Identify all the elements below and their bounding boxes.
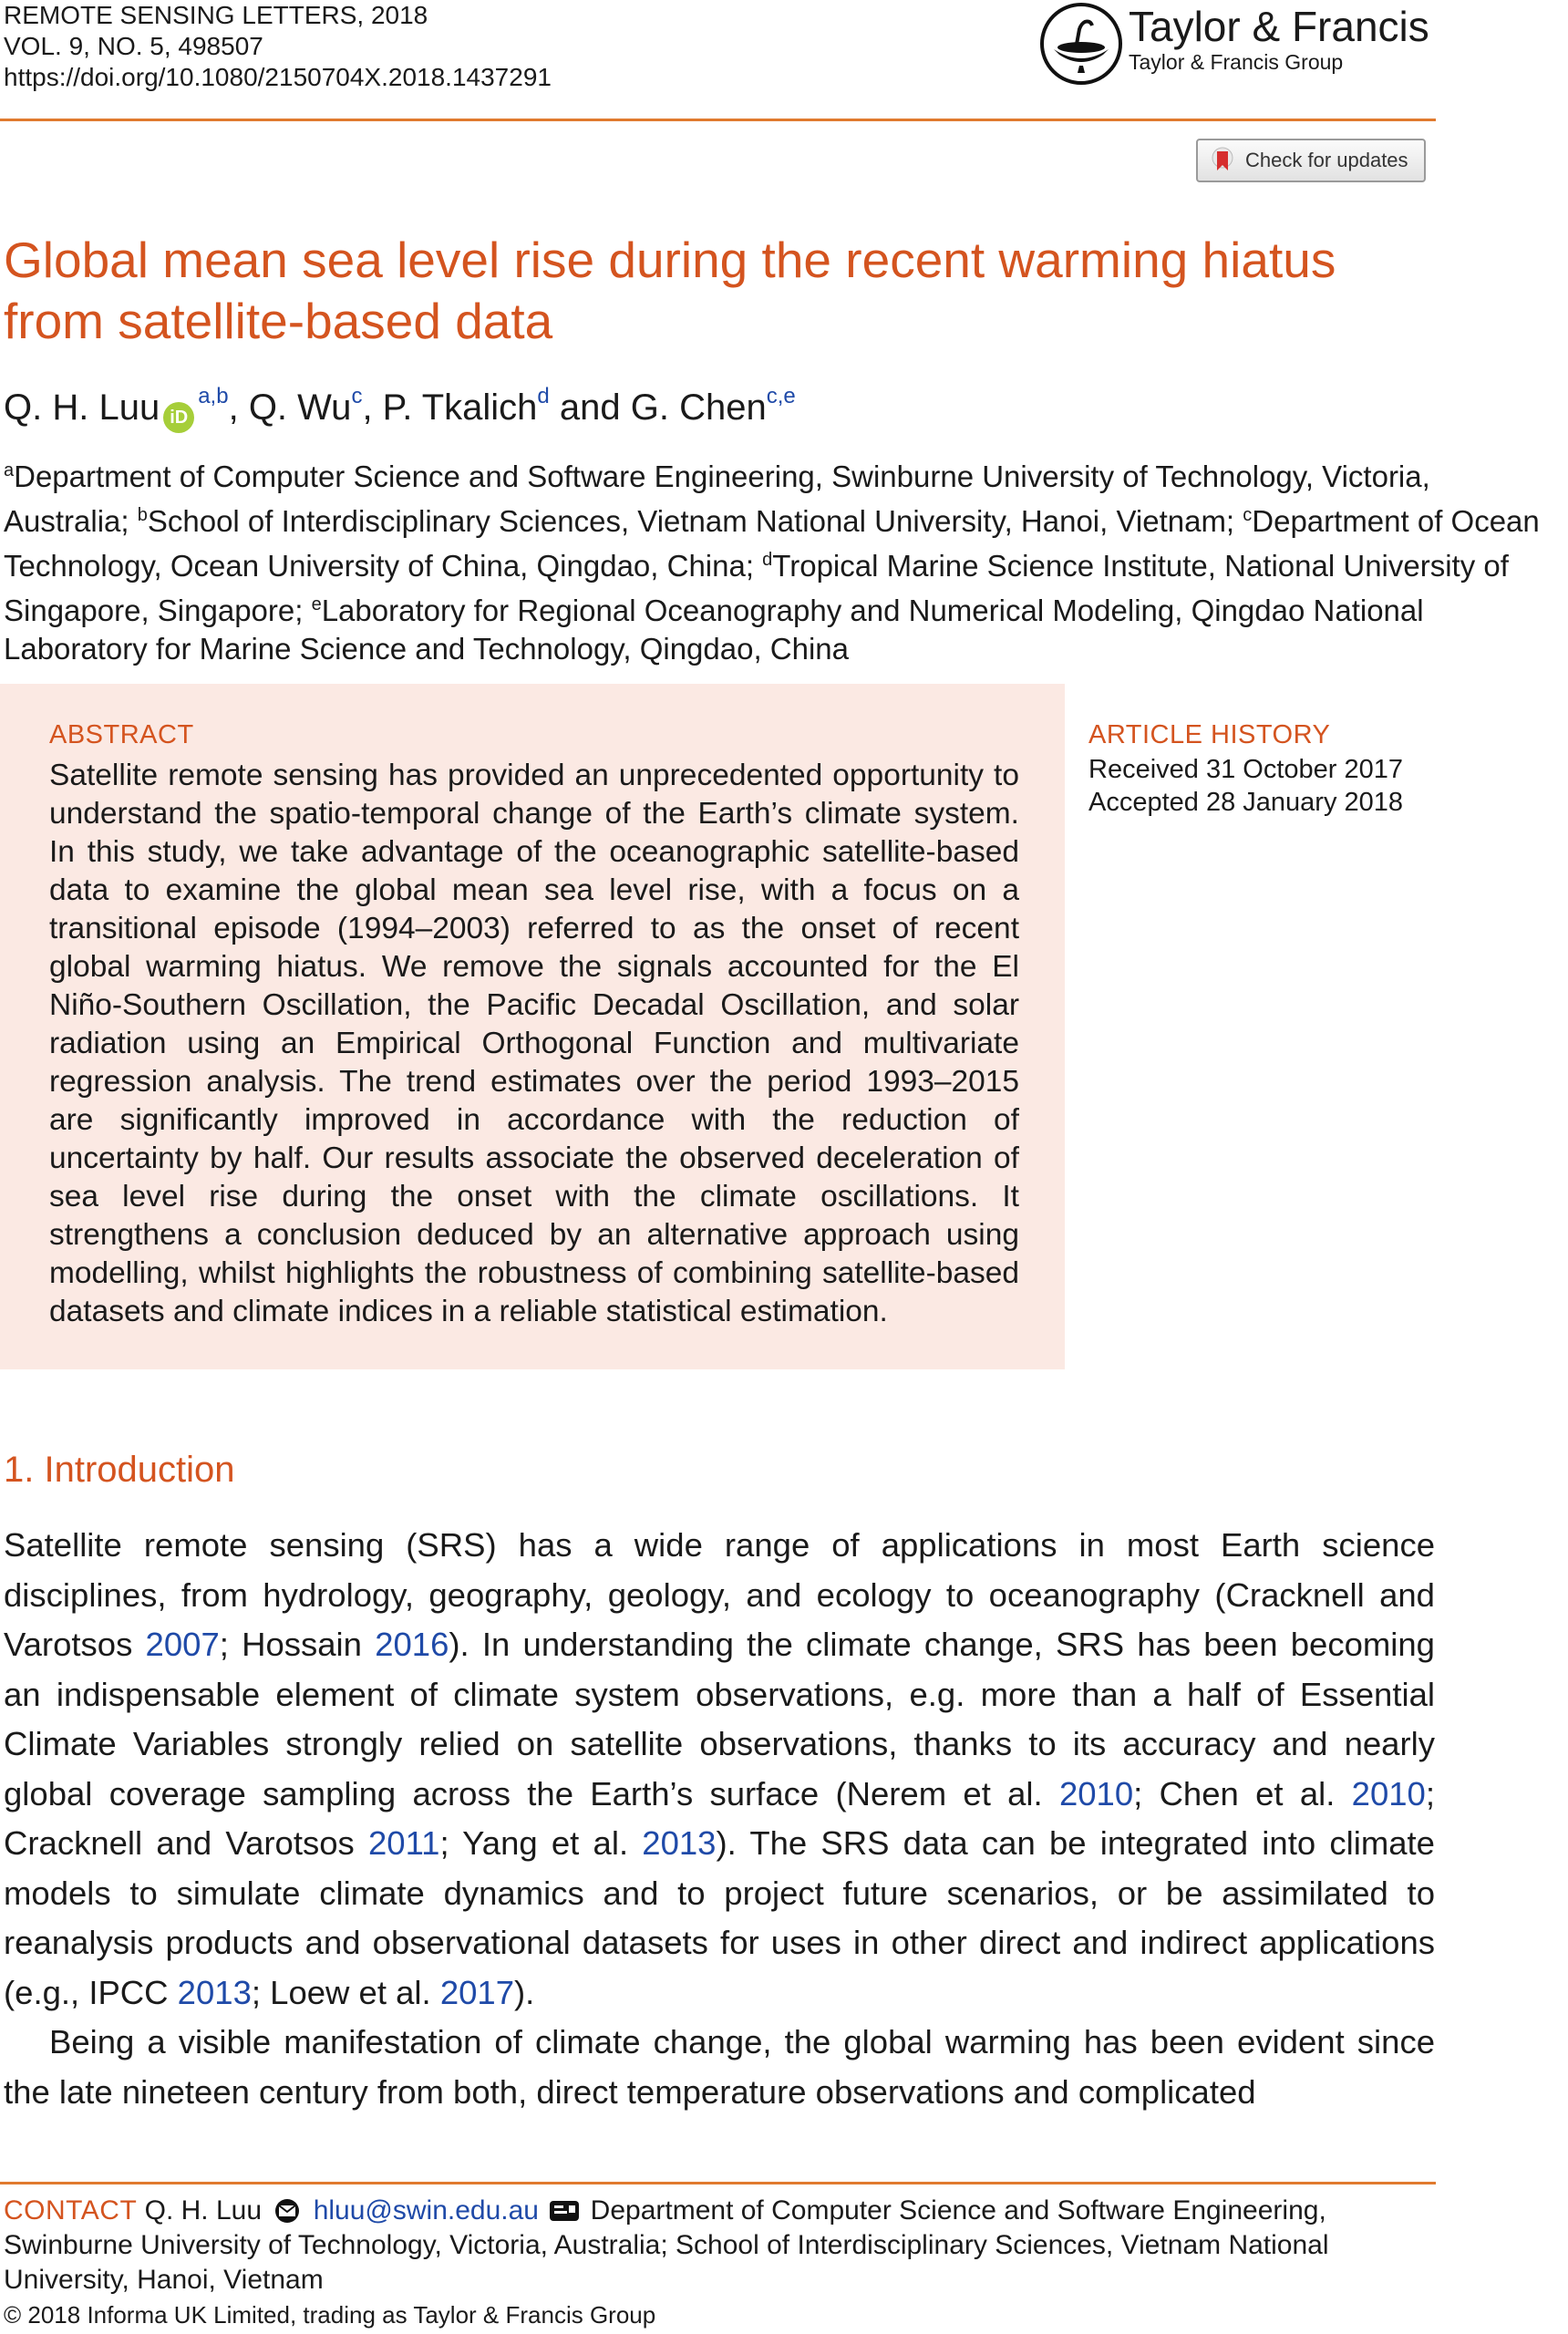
reference-link[interactable]: 2017: [439, 1973, 515, 2011]
publisher-group: Taylor & Francis Group: [1129, 50, 1344, 74]
reference-link[interactable]: 2016: [375, 1626, 449, 1663]
affiliation-text: Department of Computer Science and Software Engineering, Swinburne University of Technology, Victoria, Australia;: [4, 460, 1430, 538]
author-separator: and: [549, 387, 631, 428]
text-run: ; Loew et al.: [251, 1973, 440, 2011]
text-run: Being a visible manifestation of climate change, the global warming has been evident since the late nineteen century from both, direct temperature observations and complicated: [4, 2023, 1435, 2111]
accepted-date: Accepted 28 January 2018: [1088, 788, 1404, 817]
text-run: ; Hossain: [219, 1626, 376, 1663]
article-title: Global mean sea level rise during the recent warming hiatus from satellite-based data: [4, 232, 1336, 349]
text-run: ; Chen et al.: [1133, 1774, 1352, 1812]
reference-link[interactable]: 2011: [367, 1824, 440, 1862]
author-name: G. Chen: [630, 387, 767, 428]
received-date: Received 31 October 2017: [1088, 755, 1403, 784]
text-run: ; Yang et al.: [439, 1824, 643, 1862]
introduction-text: [4, 1521, 1435, 2117]
author-affiliation-marker[interactable]: c,e: [766, 384, 796, 408]
header-rule: [0, 119, 1436, 121]
affiliation-text: Laboratory for Regional Oceanography and Numerical Modeling, Qingdao National Laboratory for Marine Science and Technology, Qingdao, China: [4, 594, 1424, 666]
affiliation-text: Tropical Marine Science Institute, National University of Singapore, Singapore;: [4, 549, 1509, 627]
reference-link[interactable]: 2013: [642, 1824, 717, 1862]
reference-link[interactable]: 2010: [1351, 1774, 1426, 1812]
section-heading-introduction: 1. Introduction: [4, 1450, 235, 1490]
author-separator: ,: [362, 387, 383, 428]
text-run: ).: [514, 1973, 535, 2011]
paragraph: [4, 2018, 1435, 2117]
author-affiliation-marker[interactable]: d: [537, 384, 550, 408]
check-for-updates-label: Check for updates: [1245, 149, 1408, 171]
check-for-updates-button[interactable]: [1196, 139, 1426, 182]
copyright-notice: © 2018 Informa UK Limited, trading as Taylor & Francis Group: [4, 2301, 656, 2329]
journal-name-year: REMOTE SENSING LETTERS, 2018: [4, 1, 428, 29]
contact-info: [4, 2194, 1439, 2298]
postal-address-icon: [548, 2198, 581, 2224]
affiliation-marker: b: [137, 505, 148, 525]
publisher-brand: [1039, 2, 1429, 84]
text-run: ; Cracknell and Varotsos: [4, 1774, 1436, 1862]
author-separator: ,: [228, 387, 249, 428]
author-affiliation-marker[interactable]: c: [351, 384, 363, 408]
affiliation-text: School of Interdisciplinary Sciences, Vietnam National University, Hanoi, Vietnam;: [147, 504, 1243, 538]
affiliation-marker: d: [762, 550, 773, 570]
abstract-heading: ABSTRACT: [49, 720, 194, 749]
envelope-icon: [271, 2198, 304, 2224]
affiliation-marker: a: [4, 460, 15, 480]
journal-volume: VOL. 9, NO. 5, 498507: [4, 32, 263, 60]
abstract-text: Satellite remote sensing has provided an unprecedented opportunity to understand the spatio-temporal change of the Earth’s climate system. In this study, we take advantage of the oceanographic satellite-based data to examine the global mean sea level rise, with a focus on a transitional episode (1994–2003) referred to as the onset of recent global warming hiatus. We remove the signals accounted for the El Niño-Southern Oscillation, the Pacific Decadal Oscillation, and solar radiation using an Empirical Orthogonal Function and multivariate regression analysis. The trend estimates over the period 1993–2015 are significantly improved in accordance with the reduction of uncertainty by half. Our results associate the observed deceleration of sea level rise during the onset with the climate oscillations. It strengthens a conclusion deduced by an alternative approach using modelling, whilst highlights the robustness of combining satellite-based datasets and climate indices in a reliable statistical estimation.: [49, 759, 1019, 1328]
paragraph: [4, 1521, 1435, 2018]
affiliations: [4, 451, 1553, 668]
reference-link[interactable]: 2010: [1058, 1774, 1134, 1812]
affiliation-marker: e: [311, 594, 322, 614]
lamp-logo-icon: [1039, 2, 1123, 86]
text-run: Satellite remote sensing (SRS) has a wide range of applications in most Earth science disciplines, from hydrology, geography, geology, and ecology to oceanography (Cracknell and Varotsos: [4, 1526, 1435, 1663]
affiliation-text: Department of Ocean Technology, Ocean University of China, Qingdao, China;: [4, 504, 1540, 583]
reference-link[interactable]: 2013: [177, 1973, 252, 2011]
author-name: Q. H. Luu: [4, 387, 160, 428]
contact-address: Department of Computer Science and Software Engineering, Swinburne University of Technology, Victoria, Australia; School of Interdisciplinary Sciences, Vietnam National University, Hanoi, Vietnam: [4, 2195, 1329, 2295]
author-affiliation-marker[interactable]: a,b: [198, 384, 229, 408]
footer-rule: [0, 2182, 1436, 2184]
publisher-name: Taylor & Francis: [1129, 3, 1429, 50]
text-run: ). In understanding the climate change, SRS has been becoming an indispensable element of climate system observations, e.g. more than a half of Essential Climate Variables strongly relied on satellite observations, thanks to its accuracy and nearly global coverage sampling across the Earth’s surface (Nerem et al.: [4, 1626, 1435, 1812]
reference-link[interactable]: 2007: [145, 1626, 220, 1663]
contact-label: CONTACT: [4, 2195, 138, 2226]
orcid-icon[interactable]: iD: [163, 402, 194, 433]
journal-meta: [4, 0, 552, 93]
article-history-heading: ARTICLE HISTORY: [1088, 720, 1331, 749]
contact-email[interactable]: hluu@swin.edu.au: [313, 2195, 539, 2226]
author-name: P. Tkalich: [382, 387, 538, 428]
affiliation-marker: c: [1243, 505, 1253, 525]
author-list: [4, 374, 796, 433]
contact-name: Q. H. Luu: [144, 2195, 263, 2226]
author-name: Q. Wu: [248, 387, 352, 428]
doi-link[interactable]: https://doi.org/10.1080/2150704X.2018.1437291: [4, 63, 552, 91]
bookmark-icon: [1211, 147, 1234, 174]
text-run: ). The SRS data can be integrated into climate models to simulate climate dynamics and to project future scenarios, or be assimilated to reanalysis products and observational datasets for uses in other direct and indirect applications (e.g., IPCC: [4, 1824, 1435, 2011]
